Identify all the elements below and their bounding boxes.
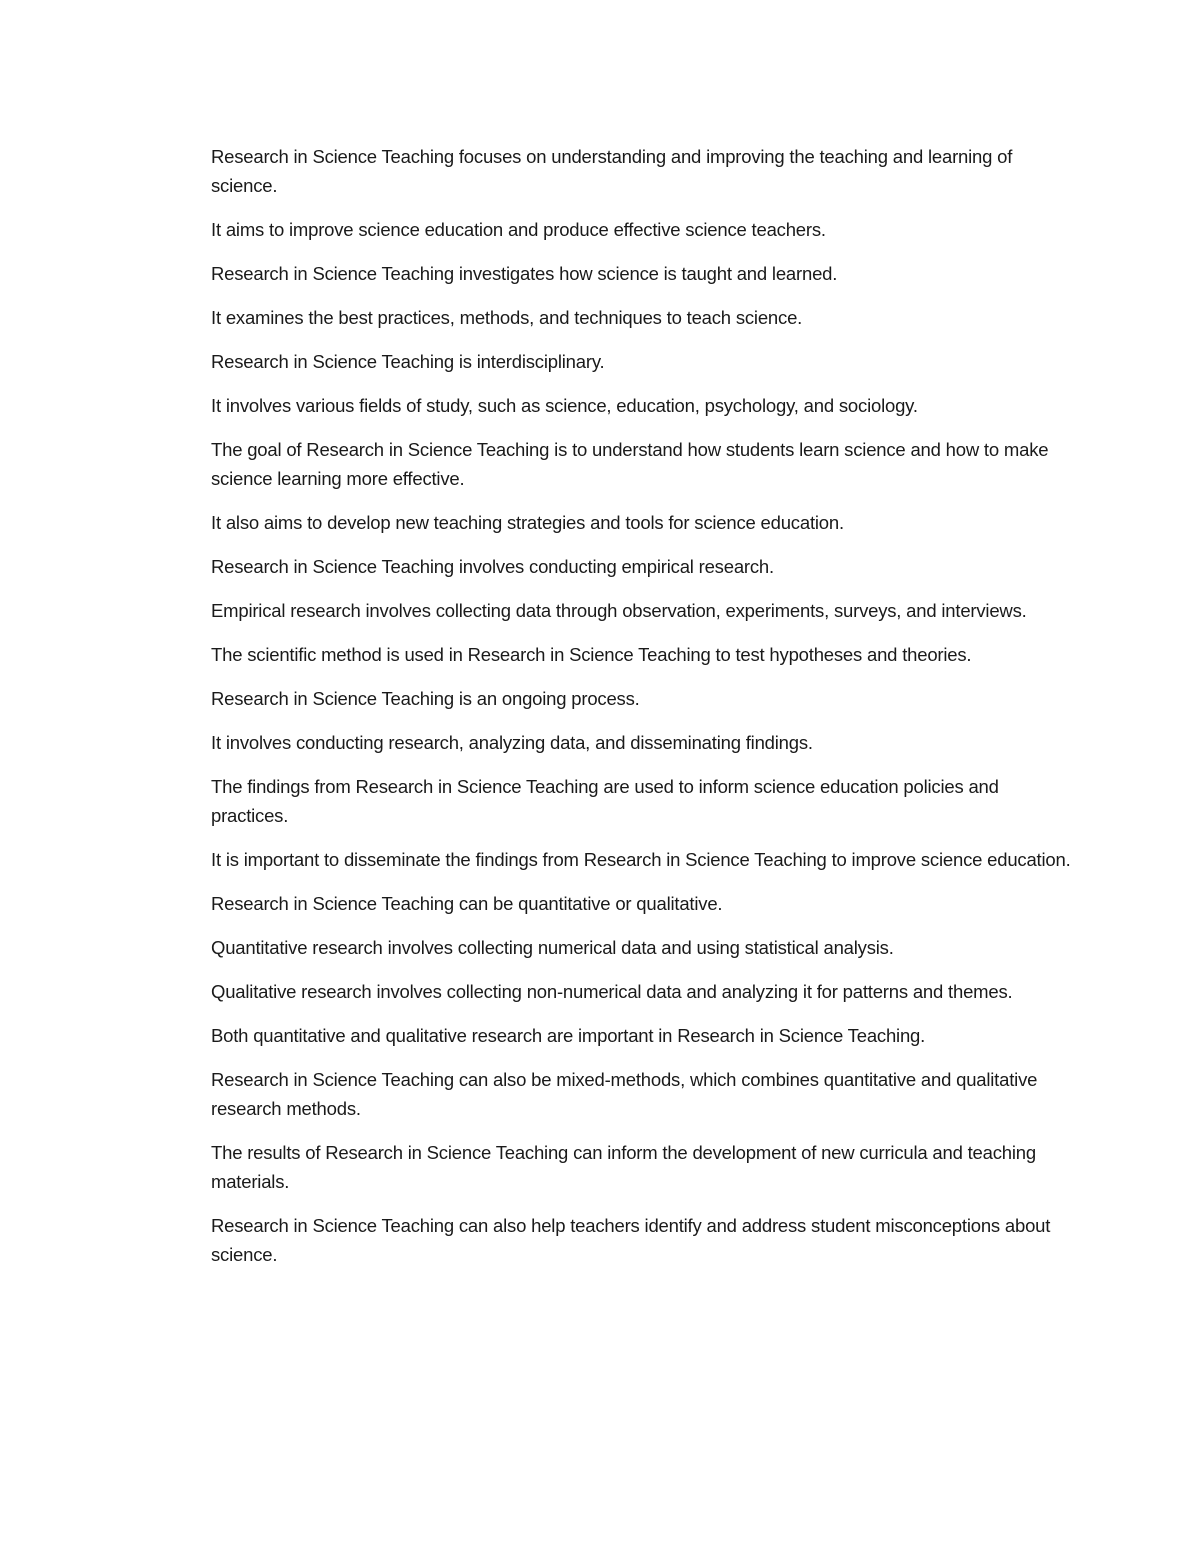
- paragraph: It involves various fields of study, such as science, education, psychology, and sociology.: [211, 395, 918, 416]
- paragraph: The findings from Research in Science Teaching are used to inform science education policies and practices.: [211, 776, 999, 826]
- paragraph: Research in Science Teaching is an ongoing process.: [211, 688, 640, 709]
- paragraph: Research in Science Teaching is interdisciplinary.: [211, 351, 605, 372]
- paragraph: Research in Science Teaching investigates how science is taught and learned.: [211, 263, 838, 284]
- paragraph: Research in Science Teaching can also help teachers identify and address student misconceptions about science.: [211, 1215, 1051, 1265]
- paragraph: It examines the best practices, methods, and techniques to teach science.: [211, 307, 803, 328]
- paragraph: Research in Science Teaching involves conducting empirical research.: [211, 556, 774, 577]
- paragraph: It also aims to develop new teaching strategies and tools for science education.: [211, 512, 844, 533]
- paragraph: It involves conducting research, analyzing data, and disseminating findings.: [211, 732, 813, 753]
- paragraph: The goal of Research in Science Teaching is to understand how students learn science and how to make science learning more effective.: [211, 439, 1049, 489]
- paragraph: The scientific method is used in Research in Science Teaching to test hypotheses and theories.: [211, 644, 972, 665]
- paragraph: The results of Research in Science Teaching can inform the development of new curricula and teaching materials.: [211, 1142, 1036, 1192]
- paragraph: Qualitative research involves collecting non-numerical data and analyzing it for patterns and themes.: [211, 981, 1013, 1002]
- paragraph: It aims to improve science education and produce effective science teachers.: [211, 219, 826, 240]
- paragraph: Both quantitative and qualitative research are important in Research in Science Teaching.: [211, 1025, 926, 1046]
- paragraph: Research in Science Teaching focuses on understanding and improving the teaching and learning of science.: [211, 146, 1013, 196]
- paragraph: Empirical research involves collecting data through observation, experiments, surveys, and interviews.: [211, 600, 1027, 621]
- paragraph: Research in Science Teaching can also be mixed-methods, which combines quantitative and qualitative research methods.: [211, 1069, 1038, 1119]
- paragraph: It is important to disseminate the findings from Research in Science Teaching to improve science education.: [211, 849, 1071, 870]
- document-body: [211, 142, 1071, 1284]
- paragraph: Research in Science Teaching can be quantitative or qualitative.: [211, 893, 723, 914]
- paragraph: Quantitative research involves collecting numerical data and using statistical analysis.: [211, 937, 894, 958]
